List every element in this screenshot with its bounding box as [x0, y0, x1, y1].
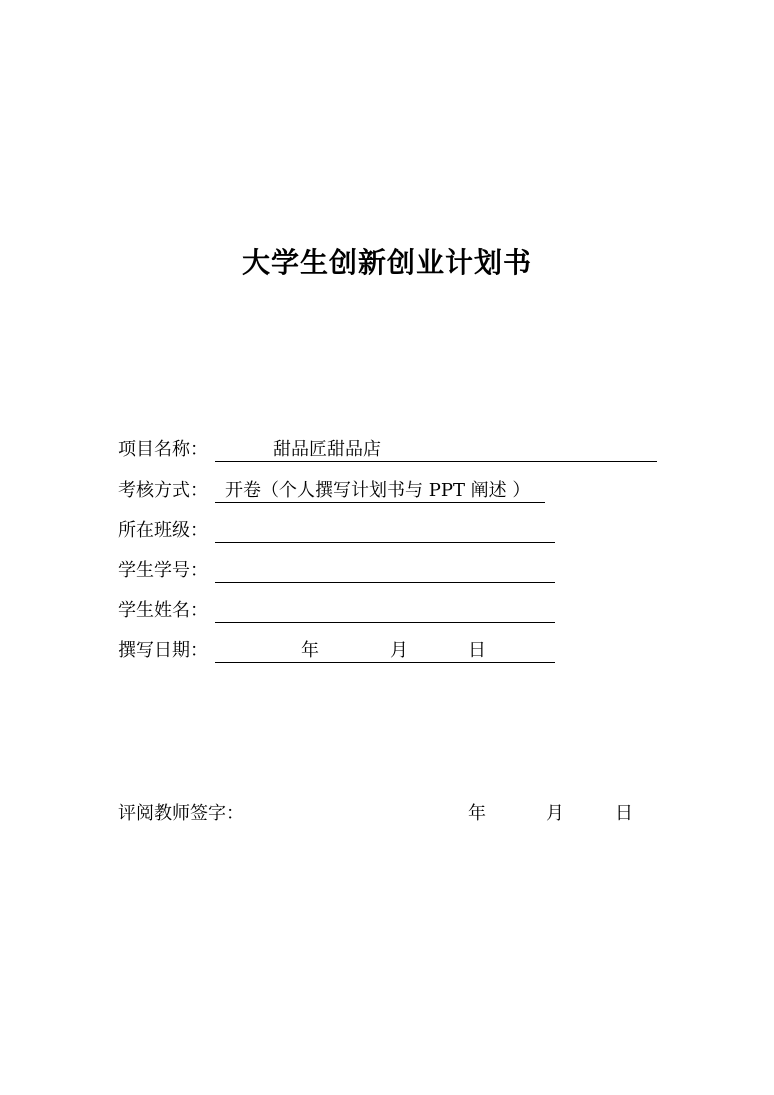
date-field[interactable]: [215, 638, 555, 663]
student-id-field[interactable]: [215, 558, 555, 583]
project-name-label: 项目名称：: [118, 439, 208, 460]
class-label: 所在班级：: [118, 520, 208, 541]
student-name-row: [118, 598, 663, 624]
student-name-field[interactable]: [215, 598, 555, 623]
assessment-label: 考核方式：: [118, 480, 208, 501]
student-id-label: 学生学号：: [118, 560, 208, 581]
assessment-row: [118, 478, 663, 504]
date-day-label: 日: [468, 640, 486, 661]
student-name-label: 学生姓名：: [118, 600, 208, 621]
project-name-value: 甜品匠甜品店: [273, 439, 381, 460]
class-row: [118, 518, 663, 544]
teacher-signature-label: 评阅教师签字：: [118, 803, 244, 824]
signature-day-label: 日: [615, 803, 633, 824]
signature-year-label: 年: [468, 803, 486, 824]
student-id-row: [118, 558, 663, 584]
document-title: 大学生创新创业计划书: [241, 246, 532, 279]
date-month-label: 月: [390, 640, 408, 661]
signature-month-label: 月: [546, 803, 564, 824]
date-year-label: 年: [301, 640, 319, 661]
assessment-value: 开卷（个人撰写计划书与 PPT 阐述 ）: [225, 480, 531, 501]
class-field[interactable]: [215, 518, 555, 543]
project-name-row: [118, 437, 663, 463]
date-row: [118, 638, 663, 664]
date-label: 撰写日期：: [118, 640, 208, 661]
